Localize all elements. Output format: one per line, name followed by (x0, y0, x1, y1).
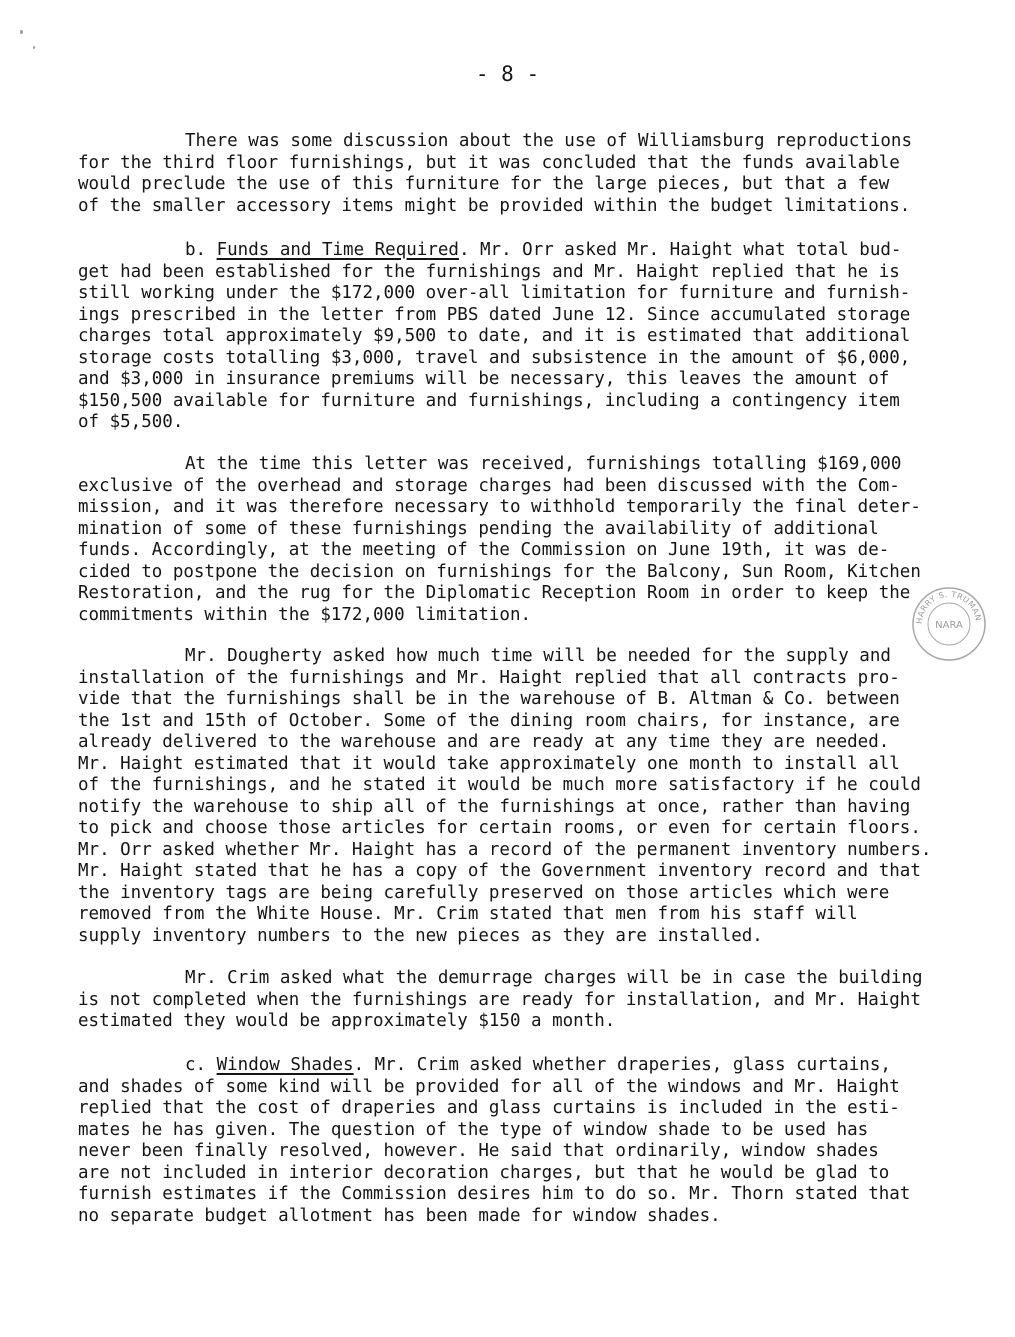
scan-speck (20, 30, 23, 34)
text-line: charges total approximately $9,500 to date, and it is estimated that additional (78, 326, 911, 346)
scan-speck (33, 46, 35, 49)
text-line: ings prescribed in the letter from PBS dated June 12. Since accumulated storage (78, 304, 911, 325)
section-letter: b. (185, 240, 217, 260)
text-line: the inventory tags are being carefully preserved on those articles which were (78, 882, 890, 903)
library-stamp (910, 585, 988, 663)
text-line: for the third floor furnishings, but it was concluded that the funds available (78, 152, 900, 173)
text-line: exclusive of the overhead and storage charges had been discussed with the Com- (78, 475, 900, 496)
text-line: to pick and choose those articles for certain rooms, or even for certain floors. (78, 818, 921, 838)
text-line: supply inventory numbers to the new pieces as they are installed. (78, 925, 763, 946)
stamp-seal-icon (910, 585, 988, 663)
paragraph-funds-and-time (78, 240, 938, 434)
text-line: vide that the furnishings shall be in the warehouse of B. Altman & Co. between (78, 689, 900, 709)
text-line: and shades of some kind will be provided for all of the windows and Mr. Haight (78, 1076, 900, 1097)
text-line (78, 240, 938, 262)
text-line: of the furnishings, and he stated it would be much more satisfactory if he could (78, 775, 921, 795)
text-line: Restoration, and the rug for the Diplomatic Reception Room in order to keep the (78, 583, 911, 603)
text-line: mission, and it was therefore necessary to withhold temporarily the final deter- (78, 497, 921, 517)
text-fragment: . Mr. Orr asked Mr. Haight what total bud- (458, 240, 902, 260)
text-line: funds. Accordingly, at the meeting of the Commission on June 19th, it was de- (78, 540, 890, 560)
text-line: installation of the furnishings and Mr. Haight replied that all contracts pro- (78, 667, 900, 688)
text-line: still working under the $172,000 over-all limitation for furniture and furnish- (78, 283, 911, 303)
text-line: are not included in interior decoration charges, but that he would be glad to (78, 1162, 890, 1183)
section-heading: Window Shades (216, 1055, 354, 1075)
text-line: $150,500 available for furniture and furnishings, including a contingency item (78, 390, 900, 411)
text-fragment: . Mr. Crim asked whether draperies, glass curtains, (353, 1055, 891, 1075)
text-line: Mr. Dougherty asked how much time will be needed for the supply and (185, 646, 891, 666)
text-line: There was some discussion about the use of Williamsburg reproductions (185, 131, 912, 151)
page-number: - 8 - (475, 62, 540, 86)
text-line: Mr. Haight estimated that it would take approximately one month to install all (78, 753, 900, 774)
text-line: of $5,500. (78, 412, 184, 432)
paragraph-williamsburg (78, 131, 938, 217)
text-line: get had been established for the furnishings and Mr. Haight replied that he is (78, 261, 900, 282)
text-line: cided to postpone the decision on furnishings for the Balcony, Sun Room, Kitchen (78, 561, 921, 582)
paragraph-window-shades (78, 1055, 938, 1227)
text-line: is not completed when the furnishings are ready for installation, and Mr. Haight (78, 989, 921, 1010)
text-line: never been finally resolved, however. He said that ordinarily, window shades (78, 1141, 879, 1161)
paragraph-letter-received (78, 454, 938, 626)
text-line: would preclude the use of this furniture for the large pieces, but that a few (78, 174, 890, 194)
text-line: estimated they would be approximately $150 a month. (78, 1011, 616, 1031)
text-line: of the smaller accessory items might be provided within the budget limitations. (78, 195, 911, 216)
text-line: and $3,000 in insurance premiums will be necessary, this leaves the amount of (78, 369, 890, 389)
text-line: already delivered to the warehouse and are ready at any time they are needed. (78, 732, 890, 752)
section-letter: c. (185, 1055, 217, 1075)
stamp-inner-text: NARA (935, 620, 963, 631)
text-line: storage costs totalling $3,000, travel and subsistence in the amount of $6,000, (78, 347, 911, 368)
text-line (78, 1055, 938, 1077)
svg-text:HARRY S. TRUMAN LIBRARY (910, 585, 983, 625)
paragraph-demurrage (78, 968, 938, 1033)
section-heading: Funds and Time Required (216, 240, 459, 260)
text-line: no separate budget allotment has been made for window shades. (78, 1205, 721, 1226)
text-line: mates he has given. The question of the type of window shade to be used has (78, 1119, 869, 1140)
text-line: At the time this letter was received, furnishings totalling $169,000 (185, 454, 902, 474)
text-line: Mr. Crim asked what the demurrage charges will be in case the building (185, 968, 923, 988)
text-line: the 1st and 15th of October. Some of the dining room chairs, for instance, are (78, 710, 900, 731)
text-line: notify the warehouse to ship all of the furnishings at once, rather than having (78, 796, 911, 817)
text-line: removed from the White House. Mr. Crim stated that men from his staff will (78, 904, 858, 924)
text-line: replied that the cost of draperies and glass curtains is included in the esti- (78, 1098, 900, 1118)
stamp-outer-text: HARRY S. TRUMAN (914, 590, 983, 625)
paragraph-supply-installation (78, 646, 938, 947)
text-line: Mr. Haight stated that he has a copy of the Government inventory record and that (78, 861, 921, 881)
text-line: furnish estimates if the Commission desires him to do so. Mr. Thorn stated that (78, 1184, 911, 1204)
text-line: mination of some of these furnishings pending the availability of additional (78, 518, 879, 539)
text-line: commitments within the $172,000 limitation. (78, 604, 532, 625)
text-line: Mr. Orr asked whether Mr. Haight has a record of the permanent inventory numbers. (78, 839, 932, 860)
